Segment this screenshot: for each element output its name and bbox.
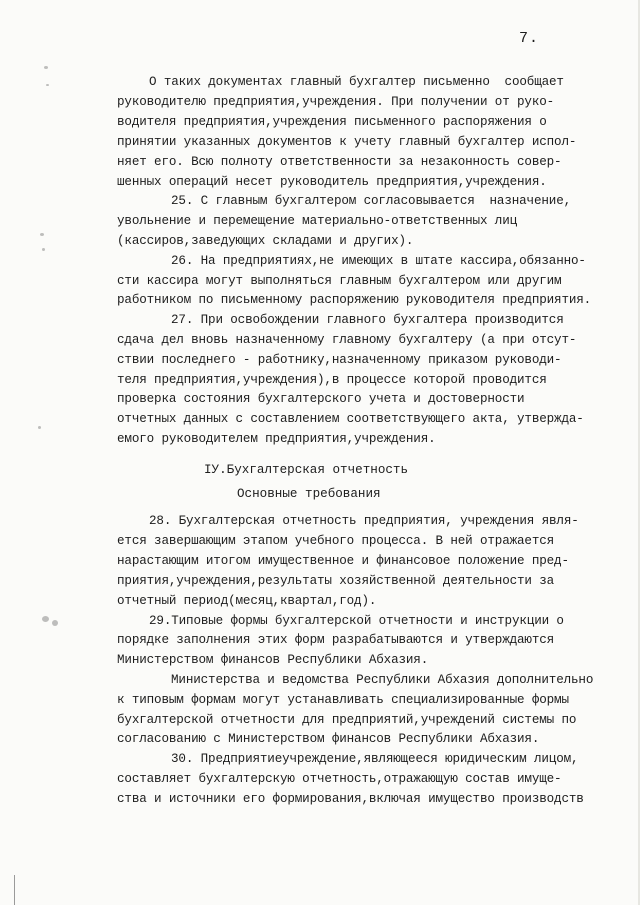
text-line: Министерством финансов Республики Абхазия.: [117, 653, 429, 667]
text-line: емого руководителем предприятия,учреждения.: [117, 432, 436, 446]
scan-speck: [46, 84, 49, 86]
text-line: отчетный период(месяц,квартал,год).: [117, 594, 377, 608]
text-line: ства и источники его формирования,включая имущество производств: [117, 792, 584, 806]
text-line: бухгалтерской отчетности для предприятий,учреждений системы по: [117, 713, 577, 727]
text-line: 29.Типовые формы бухгалтерской отчетности и инструкции о: [149, 614, 564, 628]
text-line: 30. Предприятиеучреждение,являющееся юридическим лицом,: [171, 752, 579, 766]
scan-speck: [40, 233, 44, 236]
scan-speck: [44, 66, 48, 69]
text-line: сти кассира могут выполняться главным бухгалтером или другим: [117, 274, 562, 288]
text-line: няет его. Всю полноту ответственности за незаконность совер-: [117, 155, 562, 169]
text-line: руководителю предприятия,учреждения. При получении от руко-: [117, 95, 555, 109]
text-line: работником по письменному распоряжению руководителя предприятия.: [117, 293, 592, 307]
text-line: 26. На предприятиях,не имеющих в штате кассира,обязанно-: [171, 254, 586, 268]
text-line: составляет бухгалтерскую отчетность,отражающую состав имуще-: [117, 772, 562, 786]
text-line: увольнение и перемещение материально-ответственных лиц: [117, 214, 518, 228]
text-line: 25. С главным бухгалтером согласовывается назначение,: [171, 194, 572, 208]
text-line: согласованию с Министерством финансов Республики Абхазия.: [117, 732, 540, 746]
text-line: 27. При освобождении главного бухгалтера производится: [171, 313, 564, 327]
text-line: водителя предприятия,учреждения письменного распоряжения о: [117, 115, 547, 129]
text-line: О таких документах главный бухгалтер письменно сообщает: [149, 75, 564, 89]
section-heading: IУ.Бухгалтерская отчетность: [204, 463, 409, 477]
text-line: (кассиров,заведующих складами и других).: [117, 234, 414, 248]
text-line: принятии указанных документов к учету главный бухгалтер испол-: [117, 135, 577, 149]
text-line: 28. Бухгалтерская отчетность предприятия, учреждения явля-: [149, 514, 579, 528]
text-line: проверка состояния бухгалтерского учета и достоверности: [117, 392, 525, 406]
text-line: ется завершающим этапом учебного процесса. В ней отражается: [117, 534, 555, 548]
text-line: отчетных данных с составлением соответствующего акта, утвержда-: [117, 412, 584, 426]
text-line: теля предприятия,учреждения),в процессе которой проводится: [117, 373, 547, 387]
text-line: сдача дел вновь назначенному главному бухгалтеру (а при отсут-: [117, 333, 577, 347]
scan-speck: [52, 620, 58, 626]
section-subheading: Основные требования: [237, 487, 381, 501]
text-line: к типовым формам могут устанавливать специализированные формы: [117, 693, 569, 707]
scan-speck: [42, 616, 49, 622]
page-number: 7.: [519, 30, 540, 47]
scan-edge-mark: [14, 875, 15, 905]
text-line: Министерства и ведомства Республики Абхазия дополнительно: [171, 673, 594, 687]
text-line: нарастающим итогом имущественное и финансовое положение пред-: [117, 554, 569, 568]
text-line: приятия,учреждения,результаты хозяйственной деятельности за: [117, 574, 555, 588]
scan-speck: [38, 426, 41, 429]
text-line: порядке заполнения этих форм разрабатываются и утверждаются: [117, 633, 555, 647]
scan-speck: [42, 248, 45, 251]
text-line: шенных операций несет руководитель предприятия,учреждения.: [117, 175, 547, 189]
text-line: ствии последнего - работнику,назначенному приказом руководи-: [117, 353, 562, 367]
